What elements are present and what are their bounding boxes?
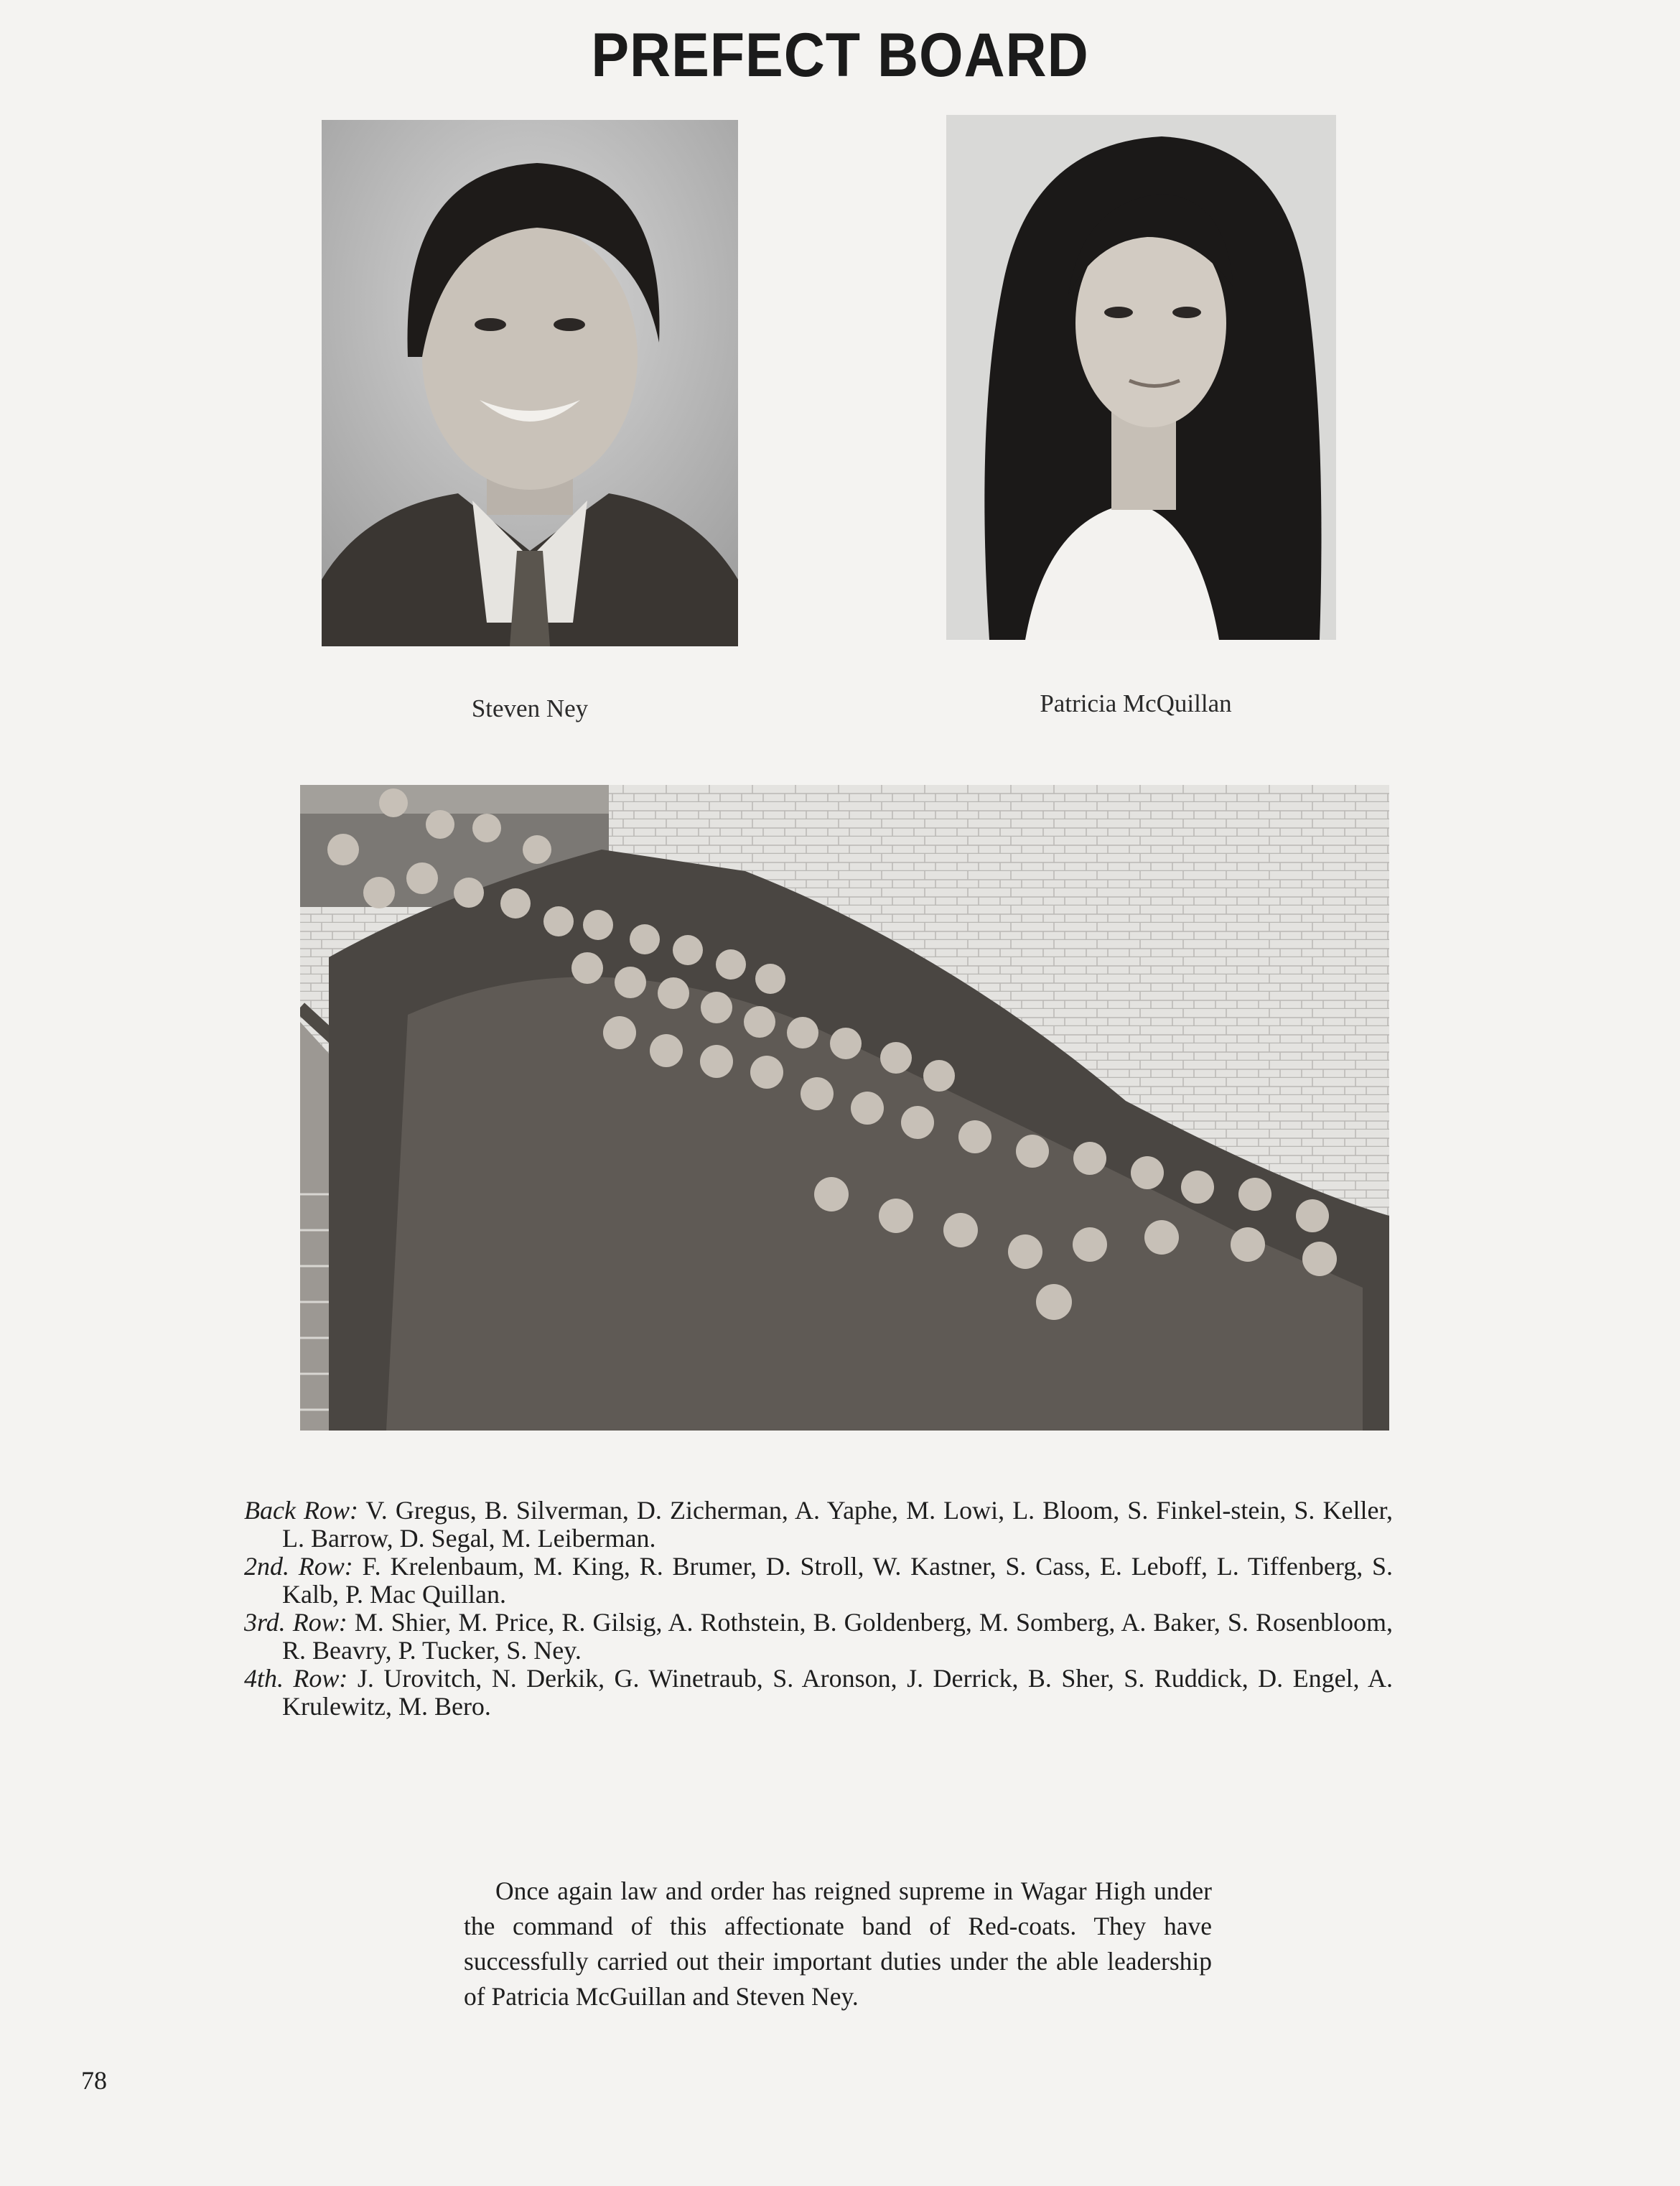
roster-row-3rd [244,1609,1393,1665]
roster-row-back [244,1497,1393,1553]
roster-row-label: Back Row: [244,1496,358,1525]
portrait-photo-patricia-mcquillan [946,115,1336,640]
portrait-caption-steven-ney: Steven Ney [471,694,589,722]
roster-row-names: V. Gregus, B. Silverman, D. Zicherman, A. Yaphe, M. Lowi, L. Bloom, S. Finkel-stein, S. Keller, L. Barrow, D. Segal, M. Leiberman. [282,1496,1393,1553]
group-photo [300,785,1389,1431]
roster-row-names: J. Urovitch, N. Derkik, G. Winetraub, S. Aronson, J. Derrick, B. Sher, S. Ruddick, D. Engel, A. Krulewitz, M. Bero. [282,1664,1393,1721]
roster-row-label: 2nd. Row: [244,1552,353,1581]
portrait-caption-patricia-mcquillan: Patricia McQuillan [1040,689,1232,717]
roster-list [244,1497,1393,1721]
page-number: 78 [81,2066,107,2095]
roster-row-label: 3rd. Row: [244,1608,347,1637]
roster-row-label: 4th. Row: [244,1664,348,1693]
roster-row-4th [244,1665,1393,1721]
page-title: PREFECT BOARD [591,21,1089,90]
roster-row-names: M. Shier, M. Price, R. Gilsig, A. Rothstein, B. Goldenberg, M. Somberg, A. Baker, S. Rosenbloom, R. Beavry, P. Tucker, S. Ney. [282,1608,1393,1665]
portrait-photo-steven-ney [322,120,738,646]
description-paragraph: Once again law and order has reigned supreme in Wagar High under the command of this affectionate band of Red-coats. They have successfully carried out their important duties under the able leadership of Patricia McGuillan and Steven Ney. [464,1876,1212,2011]
roster-row-names: F. Krelenbaum, M. King, R. Brumer, D. Stroll, W. Kastner, S. Cass, E. Leboff, L. Tiffenberg, S. Kalb, P. Mac Quillan. [282,1552,1394,1609]
roster-row-2nd [244,1553,1393,1609]
